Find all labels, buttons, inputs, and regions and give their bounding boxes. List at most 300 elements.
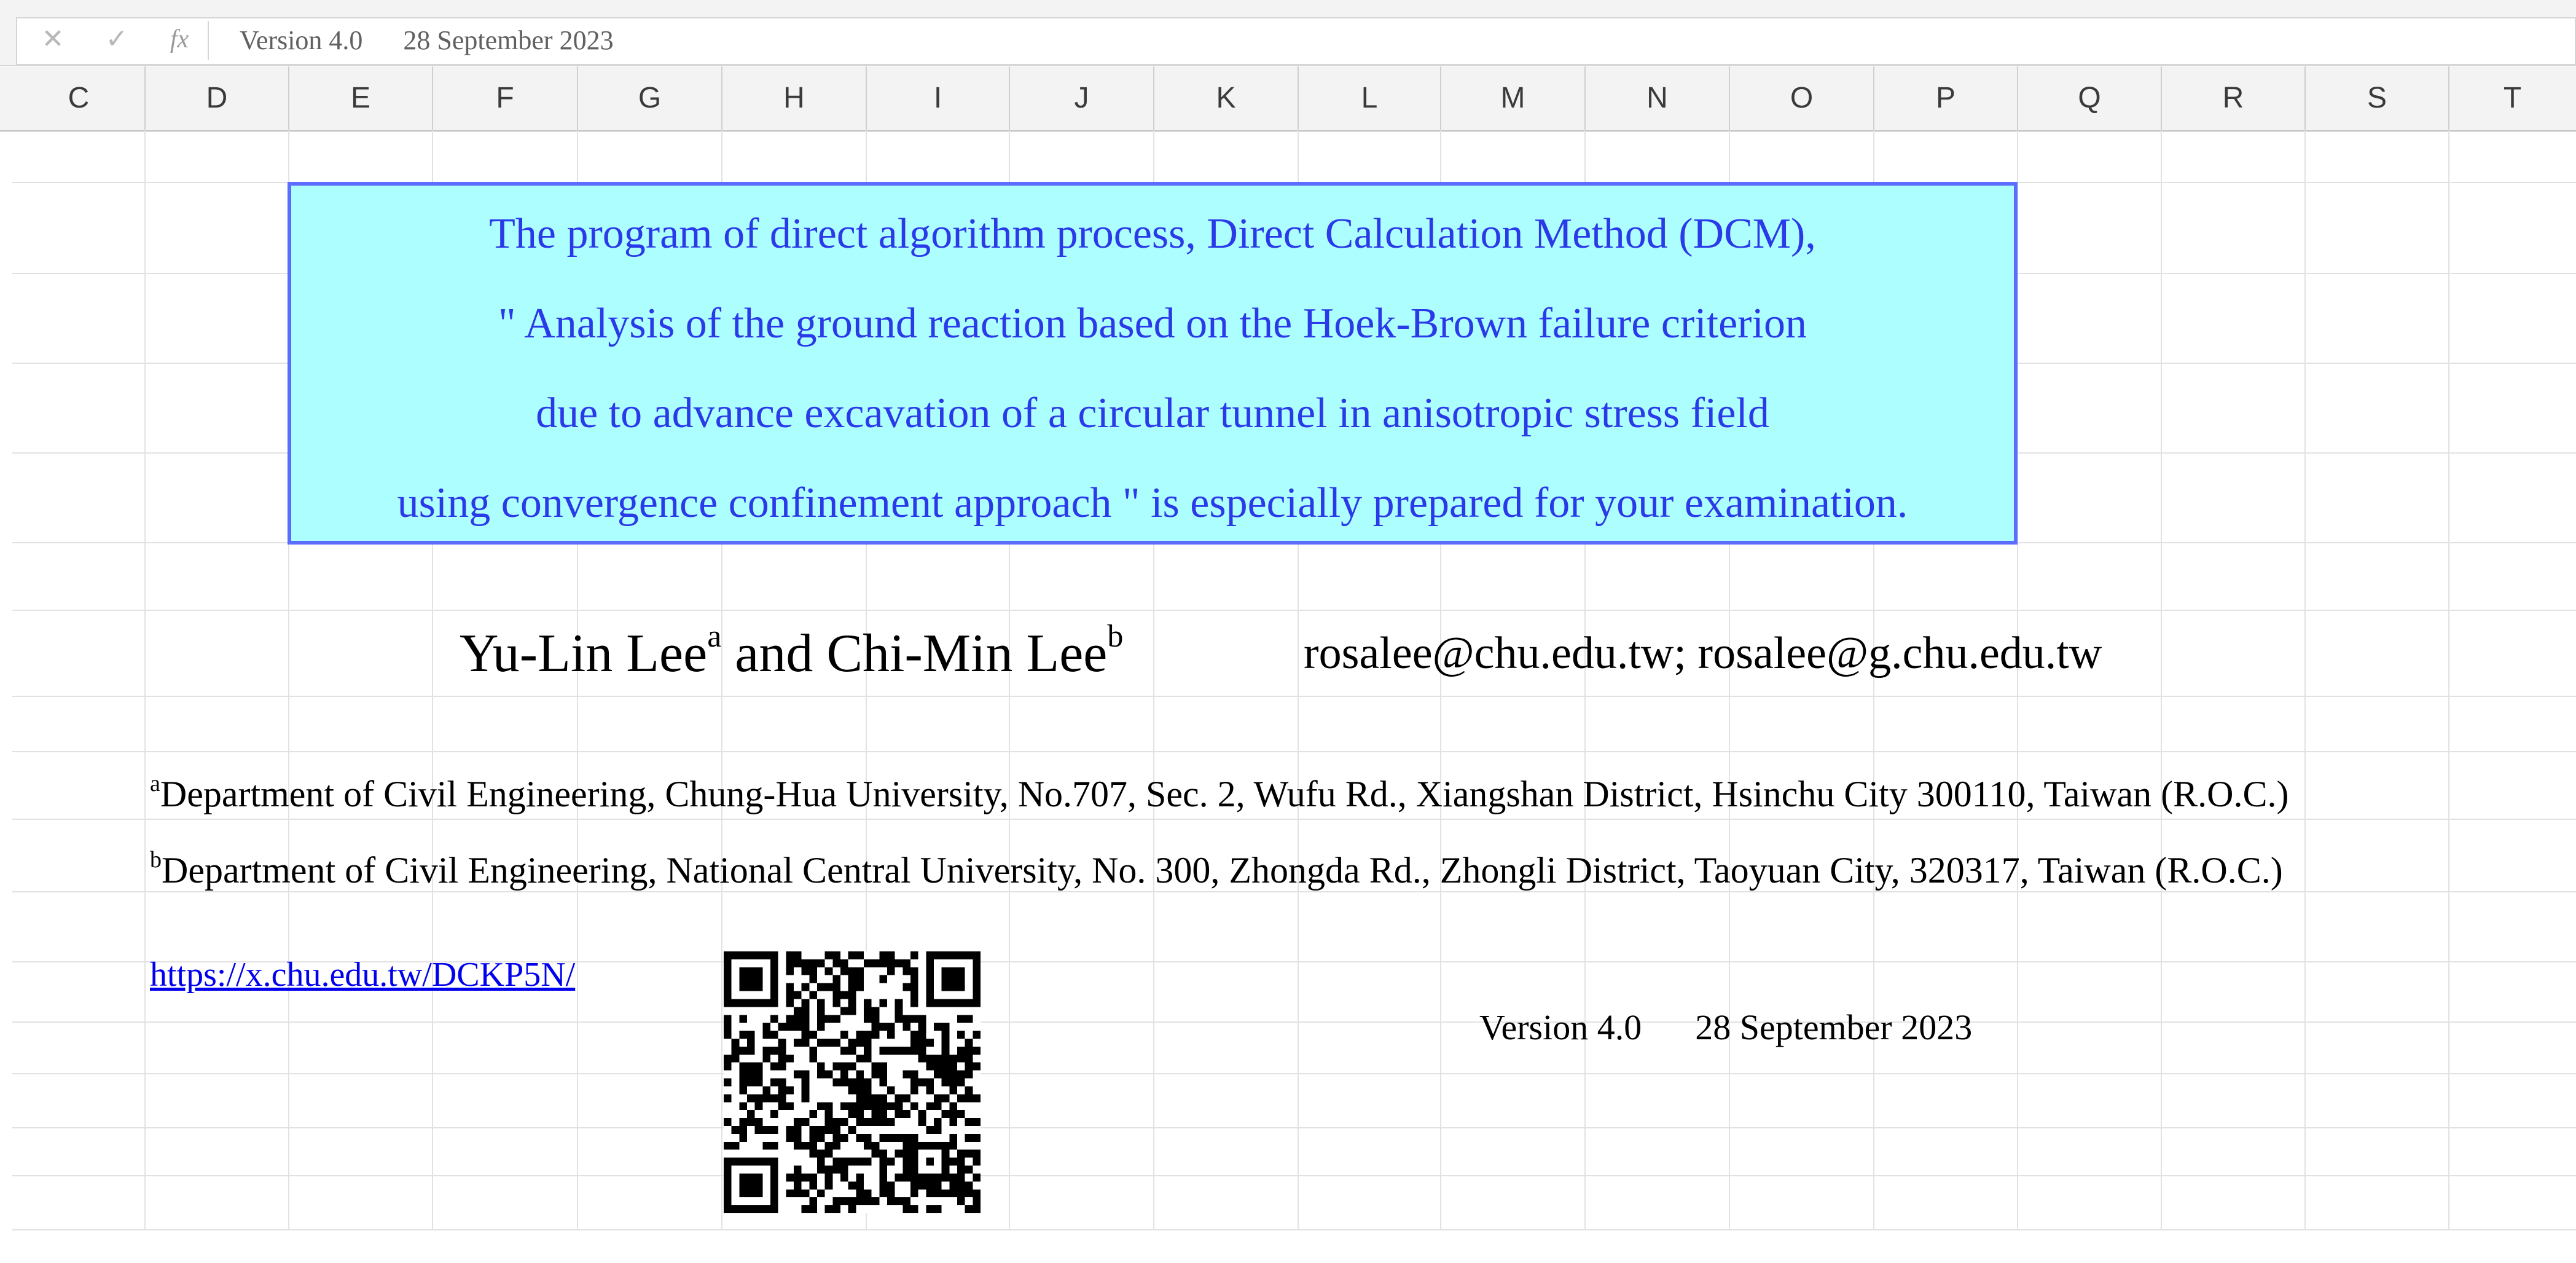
qr-module <box>786 1126 794 1134</box>
qr-module <box>770 1126 778 1134</box>
qr-module <box>902 1142 910 1150</box>
qr-module <box>934 1055 942 1063</box>
qr-module <box>840 1071 848 1079</box>
column-divider[interactable] <box>1298 66 1299 130</box>
qr-module <box>942 1063 950 1071</box>
qr-module <box>825 1039 833 1047</box>
affiliation-b <box>150 847 2283 891</box>
affiliation-a-mark: a <box>150 771 160 797</box>
qr-module <box>802 1023 810 1031</box>
qr-module <box>817 959 825 967</box>
qr-module <box>778 1047 786 1055</box>
qr-module <box>864 1094 872 1102</box>
qr-module <box>902 1197 910 1205</box>
qr-module <box>825 1173 833 1181</box>
affiliation-b-text: Department of Civil Engineering, National Central University, No. 300, Zhongda Rd., Zhongli District, Taoyuan City, 320317, Taiwan (R.O.C.) <box>162 850 2283 891</box>
qr-module <box>840 1134 848 1142</box>
column-divider[interactable] <box>1153 66 1154 130</box>
qr-module <box>747 1071 755 1079</box>
qr-module <box>794 1173 802 1181</box>
qr-module <box>902 983 910 991</box>
qr-module <box>856 1086 864 1094</box>
qr-module <box>747 1094 755 1102</box>
qr-module <box>825 1015 833 1023</box>
qr-module <box>902 1047 910 1055</box>
qr-module <box>872 1094 880 1102</box>
qr-module <box>817 1063 825 1071</box>
grid-row-line <box>12 1175 2576 1176</box>
qr-module <box>739 1173 762 1197</box>
column-header-l[interactable]: L <box>1361 82 1378 114</box>
column-divider[interactable] <box>144 66 146 130</box>
qr-module <box>872 1063 880 1071</box>
qr-module <box>762 1086 770 1094</box>
formula-input[interactable]: Version 4.0 28 September 2023 <box>240 25 614 55</box>
qr-module <box>856 1071 864 1079</box>
qr-module <box>739 967 762 991</box>
qr-module <box>817 1039 825 1047</box>
qr-module <box>739 1071 747 1079</box>
qr-module <box>817 1007 825 1015</box>
column-header-g[interactable]: G <box>638 82 662 114</box>
qr-module <box>926 1126 934 1134</box>
column-header-o[interactable]: O <box>1790 82 1814 114</box>
qr-module <box>902 1158 910 1166</box>
qr-module <box>817 999 825 1007</box>
qr-module <box>848 1039 856 1047</box>
column-header-i[interactable]: I <box>933 82 942 114</box>
qr-module <box>864 1039 872 1047</box>
column-divider[interactable] <box>1729 66 1730 130</box>
qr-module <box>832 1197 840 1205</box>
qr-module <box>918 1023 926 1031</box>
qr-module <box>957 1150 965 1158</box>
qr-module <box>739 1015 747 1023</box>
qr-module <box>809 975 817 983</box>
qr-module <box>802 967 810 975</box>
qr-module <box>934 1181 942 1189</box>
qr-module <box>739 1126 747 1134</box>
qr-module <box>832 991 840 999</box>
qr-module <box>926 1189 934 1197</box>
qr-module <box>879 975 887 983</box>
qr-module <box>895 1134 903 1142</box>
qr-module <box>973 1118 981 1126</box>
qr-module <box>786 951 794 959</box>
qr-module <box>794 1181 802 1189</box>
qr-module <box>848 1007 856 1015</box>
qr-module <box>910 999 918 1007</box>
qr-module <box>918 1047 926 1055</box>
qr-module <box>848 951 856 959</box>
qr-module <box>949 1102 957 1110</box>
version-date-label: Version 4.0 28 September 2023 <box>1479 1007 1973 1047</box>
column-divider[interactable] <box>1873 66 1874 130</box>
qr-module <box>832 1134 840 1142</box>
qr-module <box>879 1110 887 1118</box>
qr-module <box>895 1150 903 1158</box>
qr-module <box>887 1118 895 1126</box>
qr-module <box>957 1031 965 1039</box>
column-divider[interactable] <box>288 66 289 130</box>
column-header-t[interactable]: T <box>2503 82 2522 114</box>
qr-module <box>739 1047 747 1055</box>
qr-code-icon <box>724 951 981 1213</box>
qr-module <box>794 1118 802 1126</box>
qr-module <box>825 1118 833 1126</box>
qr-module <box>802 1079 810 1087</box>
qr-module <box>832 1205 840 1213</box>
column-header-f[interactable]: F <box>496 82 514 114</box>
qr-module <box>840 1118 848 1126</box>
column-header-s[interactable]: S <box>2367 82 2387 114</box>
qr-module <box>848 1126 856 1134</box>
qr-module <box>732 1047 740 1055</box>
qr-module <box>910 1071 918 1079</box>
qr-module <box>856 1197 864 1205</box>
qr-module <box>872 1150 880 1158</box>
qr-module <box>825 1071 833 1079</box>
qr-module <box>770 1015 778 1023</box>
qr-module <box>879 1173 887 1181</box>
program-link[interactable]: https://x.chu.edu.tw/DCKP5N/ <box>150 956 576 994</box>
qr-module <box>879 1181 887 1189</box>
qr-module <box>832 959 840 967</box>
qr-module <box>832 1118 840 1126</box>
qr-module <box>872 1015 880 1023</box>
qr-module <box>965 1189 973 1197</box>
qr-module <box>809 1173 817 1181</box>
qr-module <box>949 1063 957 1071</box>
qr-module <box>926 1039 934 1047</box>
affiliation-b-mark: b <box>150 847 162 873</box>
column-divider[interactable] <box>1584 66 1586 130</box>
grid-row-line <box>12 1073 2576 1074</box>
qr-module <box>902 1166 910 1174</box>
column-divider[interactable] <box>2448 66 2449 130</box>
qr-module <box>926 1055 934 1063</box>
qr-module <box>739 1118 747 1126</box>
fx-icon[interactable]: fx <box>170 25 189 53</box>
qr-module <box>794 1071 802 1079</box>
qr-module <box>864 1047 872 1055</box>
qr-module <box>879 1063 887 1071</box>
column-header-d[interactable]: D <box>206 82 228 114</box>
qr-module <box>770 1031 778 1039</box>
qr-module <box>942 967 965 991</box>
qr-module <box>802 1094 810 1102</box>
column-divider[interactable] <box>2304 66 2306 130</box>
qr-module <box>778 1086 786 1094</box>
qr-module <box>887 1158 895 1166</box>
column-header-j[interactable]: J <box>1074 82 1089 114</box>
qr-module <box>942 1189 950 1197</box>
qr-module <box>864 1079 872 1087</box>
column-divider[interactable] <box>2161 66 2162 130</box>
qr-module <box>887 1086 895 1094</box>
qr-module <box>864 1142 872 1150</box>
qr-module <box>910 1189 918 1197</box>
qr-module <box>840 1031 848 1039</box>
qr-module <box>887 1102 895 1110</box>
qr-module <box>864 1031 872 1039</box>
qr-module <box>724 1142 732 1150</box>
close-icon[interactable]: ✕ <box>41 23 65 55</box>
qr-module <box>794 1039 802 1047</box>
qr-module <box>864 1102 872 1110</box>
qr-module <box>910 991 918 999</box>
qr-module <box>817 1150 825 1158</box>
qr-module <box>918 1031 926 1039</box>
qr-module <box>957 1158 965 1166</box>
qr-module <box>786 1086 794 1094</box>
qr-module <box>786 967 794 975</box>
qr-module <box>926 1181 934 1189</box>
qr-module <box>747 1031 755 1039</box>
qr-module <box>879 1047 887 1055</box>
qr-module <box>770 1079 778 1087</box>
qr-module <box>965 1055 973 1063</box>
qr-module <box>840 1102 848 1110</box>
qr-module <box>856 1189 864 1197</box>
qr-module <box>879 1102 887 1110</box>
qr-module <box>848 1158 856 1166</box>
column-divider[interactable] <box>1009 66 1010 130</box>
qr-module <box>802 1086 810 1094</box>
qr-module <box>949 1181 957 1189</box>
qr-module <box>825 1110 833 1118</box>
qr-module <box>786 1023 794 1031</box>
qr-module <box>770 1063 778 1071</box>
qr-module <box>910 983 918 991</box>
qr-module <box>864 1015 872 1023</box>
qr-module <box>832 1142 840 1150</box>
column-header-n[interactable]: N <box>1646 82 1668 114</box>
qr-module <box>949 1158 957 1166</box>
qr-module <box>910 951 918 959</box>
qr-module <box>957 1197 965 1205</box>
qr-module <box>832 1126 840 1134</box>
grid-row-line <box>12 1229 2576 1230</box>
author-2-name: Chi-Min Lee <box>826 624 1108 683</box>
qr-module <box>973 1047 981 1055</box>
qr-module <box>895 999 903 1007</box>
column-header-h[interactable]: H <box>783 82 805 114</box>
qr-module <box>926 1205 934 1213</box>
qr-module <box>918 1118 926 1126</box>
qr-module <box>770 1047 778 1055</box>
column-header-p[interactable]: P <box>1935 82 1955 114</box>
qr-module <box>864 1197 872 1205</box>
qr-module <box>848 1086 856 1094</box>
column-header-c[interactable]: C <box>68 82 90 114</box>
qr-module <box>794 991 802 999</box>
column-divider[interactable] <box>721 66 722 130</box>
column-header-m[interactable]: M <box>1500 82 1525 114</box>
qr-module <box>942 1079 950 1087</box>
qr-module <box>879 1166 887 1174</box>
qr-module <box>957 1189 965 1197</box>
qr-module <box>732 1142 740 1150</box>
title-line-4: using convergence confinement approach " is especially prepared for your examination. <box>397 479 1908 527</box>
qr-module <box>879 951 887 959</box>
qr-module <box>910 1031 918 1039</box>
column-divider[interactable] <box>432 66 433 130</box>
qr-module <box>825 967 833 975</box>
column-header-k[interactable]: K <box>1216 82 1236 114</box>
qr-module <box>887 959 895 967</box>
qr-module <box>902 1110 910 1118</box>
contact-email: rosalee@chu.edu.tw; rosalee@g.chu.edu.tw <box>1304 628 2102 679</box>
qr-module <box>918 1079 926 1087</box>
qr-module <box>817 1015 825 1023</box>
qr-module <box>910 1086 918 1094</box>
qr-module <box>973 1205 981 1213</box>
qr-module <box>794 1015 802 1023</box>
qr-module <box>848 1079 856 1087</box>
authors-line <box>460 619 1124 683</box>
column-header-e[interactable]: E <box>350 82 370 114</box>
column-divider[interactable] <box>866 66 867 130</box>
qr-module <box>770 1110 778 1118</box>
qr-module <box>949 1134 957 1142</box>
qr-module <box>794 1126 802 1134</box>
qr-module <box>848 983 856 991</box>
qr-module <box>895 1015 903 1023</box>
qr-module <box>724 1063 732 1071</box>
qr-module <box>856 1158 864 1166</box>
qr-module <box>832 983 840 991</box>
qr-module <box>786 1189 794 1197</box>
qr-module <box>872 1142 880 1150</box>
qr-module <box>802 1173 810 1181</box>
qr-module <box>832 999 840 1007</box>
qr-module <box>973 1031 981 1039</box>
qr-module <box>949 1110 957 1118</box>
qr-module <box>802 999 810 1007</box>
qr-module <box>895 1110 903 1118</box>
column-divider[interactable] <box>1440 66 1441 130</box>
qr-module <box>895 959 903 967</box>
qr-module <box>864 1134 872 1142</box>
author-connector: and <box>721 624 827 683</box>
title-line-2: " Analysis of the ground reaction based on the Hoek-Brown failure criterion <box>498 300 1807 347</box>
qr-module <box>724 1094 732 1102</box>
qr-module <box>934 1189 942 1197</box>
qr-module <box>840 1166 848 1174</box>
title-line-1: The program of direct algorithm process, Direct Calculation Method (DCM), <box>489 210 1816 258</box>
qr-module <box>802 1015 810 1023</box>
qr-module <box>965 1039 973 1047</box>
qr-module <box>910 1181 918 1189</box>
qr-module <box>747 1063 755 1071</box>
column-header-row <box>0 66 2576 132</box>
qr-module <box>895 1007 903 1015</box>
grid-column-line <box>144 130 146 1230</box>
author-2-affiliation-mark: b <box>1107 619 1124 654</box>
qr-module <box>934 1023 942 1031</box>
qr-module <box>809 1110 817 1118</box>
qr-module <box>817 1166 825 1174</box>
qr-module <box>840 1197 848 1205</box>
qr-module <box>902 1173 910 1181</box>
qr-module <box>957 1079 965 1087</box>
column-header-r[interactable]: R <box>2222 82 2244 114</box>
qr-module <box>965 1063 973 1071</box>
qr-module <box>965 1015 973 1023</box>
qr-module <box>825 1205 833 1213</box>
qr-module <box>825 1126 833 1134</box>
qr-module <box>887 1189 895 1197</box>
qr-module <box>724 1055 732 1063</box>
qr-module <box>934 1205 942 1213</box>
qr-module <box>910 967 918 975</box>
qr-module <box>856 983 864 991</box>
qr-module <box>918 1110 926 1118</box>
qr-module <box>902 1205 910 1213</box>
qr-module <box>902 1015 910 1023</box>
column-header-q[interactable]: Q <box>2078 82 2101 114</box>
qr-module <box>809 1047 817 1055</box>
qr-module <box>887 1134 895 1142</box>
qr-module <box>724 1023 732 1031</box>
qr-module <box>809 1134 817 1142</box>
check-icon[interactable]: ✓ <box>105 23 128 55</box>
qr-module <box>957 1110 965 1118</box>
qr-module <box>832 951 840 959</box>
qr-module <box>840 1079 848 1087</box>
qr-module <box>942 1039 950 1047</box>
grid-row-line <box>12 751 2576 752</box>
qr-module <box>786 1134 794 1142</box>
title-text-box[interactable] <box>288 182 2018 545</box>
qr-module <box>856 1181 864 1189</box>
affiliation-a-text: Department of Civil Engineering, Chung-Hua University, No.707, Sec. 2, Wufu Rd., Xiangshan District, Hsinchu City 300110, Taiwan (R.O.C.) <box>160 774 2289 814</box>
qr-module <box>794 1023 802 1031</box>
qr-module <box>778 1094 786 1102</box>
formula-bar-separator <box>208 21 209 60</box>
qr-module <box>887 951 895 959</box>
qr-module <box>732 1055 740 1063</box>
qr-module <box>809 1126 817 1134</box>
qr-module <box>957 1181 965 1189</box>
qr-module <box>778 1063 786 1071</box>
qr-module <box>755 1063 763 1071</box>
qr-module <box>770 1142 778 1150</box>
grid-row-line <box>12 696 2576 697</box>
qr-module <box>902 1150 910 1158</box>
title-line-3: due to advance excavation of a circular tunnel in anisotropic stress field <box>536 390 1769 437</box>
qr-module <box>825 951 833 959</box>
qr-module <box>973 1063 981 1071</box>
qr-module <box>809 1150 817 1158</box>
qr-module <box>832 1166 840 1174</box>
qr-module <box>794 951 802 959</box>
qr-module <box>817 1071 825 1079</box>
qr-module <box>934 1102 942 1110</box>
qr-module <box>802 1142 810 1150</box>
column-divider[interactable] <box>577 66 578 130</box>
column-divider[interactable] <box>2017 66 2018 130</box>
qr-module <box>809 959 817 967</box>
qr-module <box>778 1102 786 1110</box>
qr-module <box>778 1023 786 1031</box>
qr-module <box>856 1079 864 1087</box>
qr-module <box>879 1150 887 1158</box>
qr-module <box>825 983 833 991</box>
qr-module <box>973 1197 981 1205</box>
grid-row-line <box>12 891 2576 892</box>
